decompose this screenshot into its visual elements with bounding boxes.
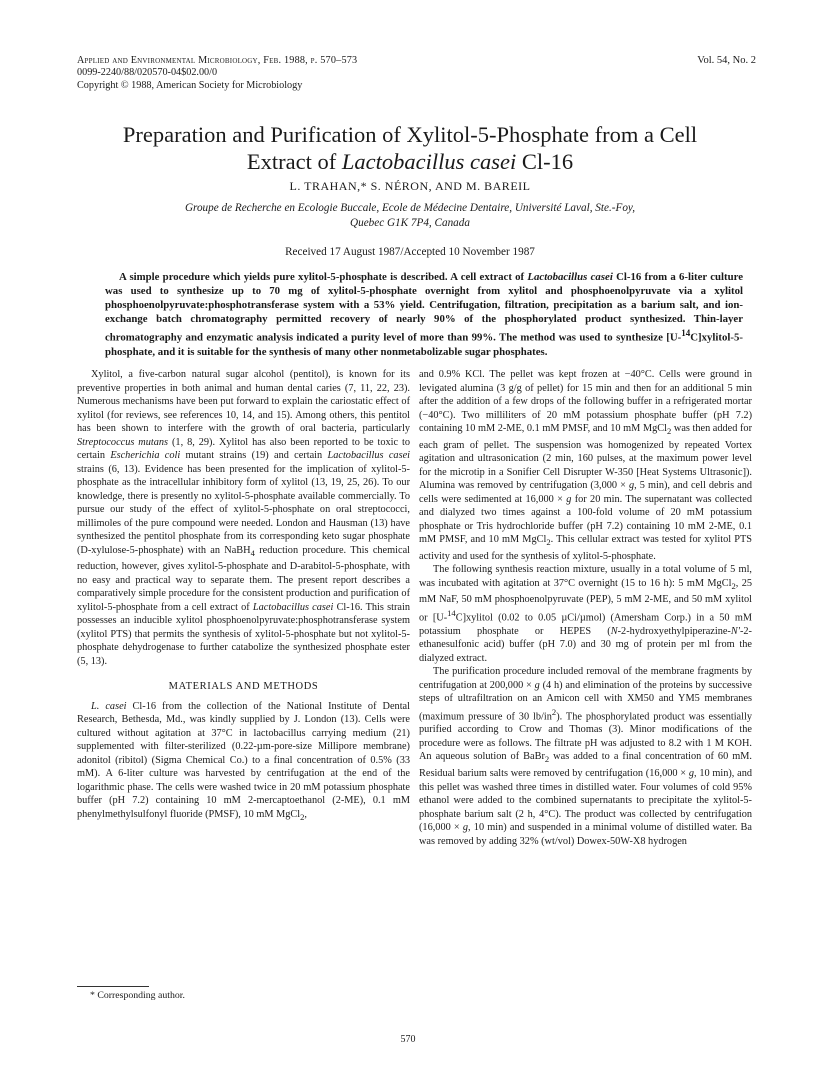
abstract [105, 270, 743, 359]
methods-paragraph-continued [419, 368, 752, 563]
body-text: . This cellular extract was tested for xylitol PTS activity and used for the synthesis of xylitol-5-phosphate. [419, 534, 753, 562]
article-title [60, 121, 760, 175]
g-force-symbol: g [628, 480, 635, 492]
body-text: Cl-16 from the collection of the National Institute of Dental Research, Bethesda, Md., was kindly supplied by J. London (13). Cells were cultured without agitation at 37°C in lactobacillus carrying medium (21) supplemented with filter-sterilized (0.22-µm-pore-size Millipore membrane) adonitol (ribitol) (Sigma Chemical Co.) to a final concentration of 0.5% (33 mM). A 6-liter culture was harvested by centrifugation at the end of the logarithmic phase. The cells were washed twice in 20 mM potassium phosphate buffer (pH 7.2) containing 10 mM 2-mercaptoethanol (2-ME), 0.1 mM phenylmethylsulfonyl fluoride (PMSF), 10 mM MgCl [77, 700, 410, 820]
species-name: L. casei [91, 700, 127, 712]
affiliation-line-2: Quebec G1K 7P4, Canada [350, 216, 470, 229]
body-text: The following synthesis reaction mixture, usually in a total volume of 5 ml, was incubated with agitation at 37°C overnight (15 to 16 h): 5 mM MgCl [419, 564, 752, 589]
section-heading: MATERIALS AND METHODS [168, 681, 319, 693]
subscript: 2 [300, 811, 305, 822]
body-text: The purification procedure included removal of the membrane fragments by centrifugation at 200,000 × [419, 666, 752, 691]
body-text: , 25 mM NaF, 50 mM phosphoenolpyruvate (PEP), 5 mM 2-ME, and 50 mM xylitol or [U- [419, 577, 752, 624]
superscript: 2 [551, 706, 557, 717]
abstract-species: Lactobacillus casei [527, 271, 613, 283]
species-name: Streptococcus mutans [77, 436, 169, 448]
left-column [77, 368, 410, 824]
body-text: , 5 min), and cell debris and cells were sedimented at 16,000 × [419, 480, 753, 505]
body-text: ). The phosphorylated product was essentially purified according to Crow and Thomas (3). Minor modifications of the procedure were as follows. The filtrate pH was adjusted to 8.2 with 1 M KOH. An aqueous solution of BaBr [419, 710, 753, 763]
body-text: and 0.9% KCl. The pellet was kept frozen at −40°C. Cells were ground in levigated alumina (3 g/g of pellet) for 15 min and then for an additional 5 min after the addition of a few drops of the following buffer in a refrigerated mortar (−40°C). Two milliliters of 20 mM potassium phosphate buffer (pH 7.2) containing 10 mM 2-ME, 0.1 mM PMSF, and 10 mM MgCl [419, 369, 752, 434]
subscript: 4 [250, 547, 255, 558]
article-code: 0099-2240/88/020570-04$02.00/0 [77, 67, 218, 79]
subscript: 2 [666, 426, 672, 437]
subscript: 2 [544, 754, 550, 765]
species-name: Lactobacillus casei [327, 450, 411, 461]
right-column [419, 368, 752, 848]
received-date: Received 17 August 1987/Accepted 10 November 1987 [285, 246, 535, 258]
body-text: Xylitol, a five-carbon natural sugar alcohol (pentitol), is known for its preventive properties in both animal and human dental caries (7, 11, 22, 23). Numerous mechanisms have been put forward to explain the cariostatic effect of xylitol (for reviews, see references 10, 14, and 15). Among others, this pentitol has been shown to interfere with the growth of oral bacteria, particularly [77, 369, 410, 434]
journal-citation: Applied and Environmental Microbiology, Feb. 1988, p. 570–573 [77, 55, 358, 66]
title-species: Lactobacillus casei [341, 149, 517, 174]
body-text: (1, 8, 29). Xylitol has also been reported to be toxic to certain [77, 436, 410, 461]
title-line-2-suffix: Cl-16 [516, 149, 574, 174]
body-text: , [304, 808, 307, 820]
body-text: , 10 min) and suspended in a minimal volume of distilled water. Ba was removed by adding 32% (wt/vol) Dowex-50W-X8 hydrogen [419, 822, 752, 847]
body-text: (4 h) and elimination of the proteins by successive steps of ultrafiltration on an Amicon cell with XM50 and YM5 membranes (maximum pressure of 30 lb/in [419, 679, 752, 722]
abstract-text: A simple procedure which yields pure xylitol-5-phosphate is described. A cell extract of [119, 271, 528, 283]
body-text: -2-ethanesulfonic acid) buffer (pH 7.0) and 30 mg of protein per ml from the dialyzed extract. [419, 625, 752, 664]
subscript: 2 [546, 537, 551, 548]
footnote: * Corresponding author. [90, 990, 185, 1001]
g-force-symbol: g [688, 768, 694, 780]
purification-paragraph [419, 665, 752, 848]
synthesis-paragraph [419, 563, 752, 665]
g-force-symbol: g [462, 822, 469, 834]
italic-text: N′ [730, 625, 740, 637]
g-force-symbol: g [566, 493, 572, 505]
body-text: C]xylitol (0.02 to 0.05 µCi/µmol) (Amersham Corp.) in a 50 mM potassium phosphate or HEPES ( [419, 612, 752, 637]
body-text: was added to a final concentration of 60 mM. Residual barium salts were removed by centrifugation (16,000 × [419, 751, 752, 780]
copyright-notice: Copyright © 1988, American Society for Microbiology [77, 79, 303, 91]
superscript: 14 [447, 607, 456, 618]
species-name: Lactobacillus casei [252, 601, 334, 613]
affiliation [60, 201, 760, 230]
affiliation-line-1: Groupe de Recherche en Ecologie Buccale, Ecole de Médecine Dentaire, Université Laval, Ste.-Foy, [184, 202, 636, 214]
species-name: Escherichia coli [110, 450, 181, 461]
body-text: -2-hydroxyethylpiperazine- [617, 625, 731, 637]
abstract-text: C]xylitol-5-phosphate, and it is suitable for the synthesis of many other nonmetabolizable sugar phosphates. [105, 331, 743, 358]
volume-number: Vol. 54, No. 2 [697, 55, 756, 66]
body-text: for 20 min. The supernatant was collected and dialyzed two times against a 100-fold volume of 20 mM potassium phosphate or Tris hydrochloride buffer (pH 7.2) containing 10 mM 2-ME, 0.1 mM PMSF, and 10 mM MgCl [419, 493, 752, 546]
title-line-2-prefix: Extract of [246, 149, 342, 174]
introduction-paragraph [77, 368, 410, 668]
title-line-1: Preparation and Purification of Xylitol-5-Phosphate from a Cell [122, 122, 698, 147]
g-force-symbol: g [534, 679, 540, 691]
body-text: strains (6, 13). Evidence has been presented for the implication of xylitol-5-phosphate as the intracellular inhibitory form of xylitol (13, 19, 25, 26). To our knowledge, there is presently no xylitol-5-phosphate available commercially. To pursue our study of the effect of xylitol-5-phosphate on oral streptococci, millimoles of the pure compound were needed. London and Hausman (13) have synthesized the pentitol phosphate from its corresponding keto sugar phosphate (D-xylulose-5-phosphate) with an NaBH [77, 463, 410, 556]
italic-text: N [610, 625, 618, 637]
abstract-text: Cl-16 from a 6-liter culture was used to synthesize up to 70 mg of xylitol-5-phosphate overnight from xylitol and phosphoenolpyruvate via a xylitol phosphoenolpyruvate:phosphotransferase system with a 53% yield. Centrifugation, filtration, precipitation as a barium salt, and ion-exchange batch chromatography permitted recovery of nearly 90% of the phosphorylated product synthesized. Thin-layer chromatography and enzymatic analysis indicated a purity level of more than 99%. The method was used to synthesize [U- [105, 271, 743, 344]
author-list: L. TRAHAN,* S. NÉRON, AND M. BAREIL [289, 179, 531, 193]
body-text: , 10 min), and this pellet was washed three times in distilled water. Four volumes of cold 95% ethanol were added to the combined supernatants to precipitate the xylitol-5-phosphate barium salt (2 h, 4°C). The product was collected by centrifugation (16,000 × [419, 768, 752, 834]
running-header [77, 55, 357, 92]
footnote-divider [77, 986, 149, 987]
body-text: reduction procedure. This chemical reduction, however, gives xylitol-5-phosphate and D-arabitol-5-phosphate, with no easy and practical way to separate them. The present report describes a comparatively simple procedure for the consistent production and purification of xylitol-5-phosphate from a cell extract of [77, 544, 410, 613]
body-text: mutant strains (19) and certain [180, 450, 328, 461]
methods-paragraph [77, 700, 410, 825]
body-text: Cl-16. This strain possesses an inducible xylitol phosphoenolpyruvate:phosphotransferase system (xylitol PTS) that permits the synthesis of xylitol-5-phosphate but not xylitol-5-phosphate dehydrogenase to further catabolize the synthesized phosphate ester (5, 13). [77, 601, 411, 667]
body-text: was then added for each gram of pellet. The suspension was homogenized by repeated Vortex agitation and ultrasonication (2 min, 160 pulses, at the maximum power level for the microtip in a Sonifier Cell Disrupter W-350 [Heat Systems Ultrasonic]). Alumina was removed by centrifugation (3,000 × [419, 423, 753, 492]
subscript: 2 [731, 580, 736, 591]
abstract-superscript: 14 [681, 328, 691, 338]
page-number: 570 [400, 1034, 416, 1045]
